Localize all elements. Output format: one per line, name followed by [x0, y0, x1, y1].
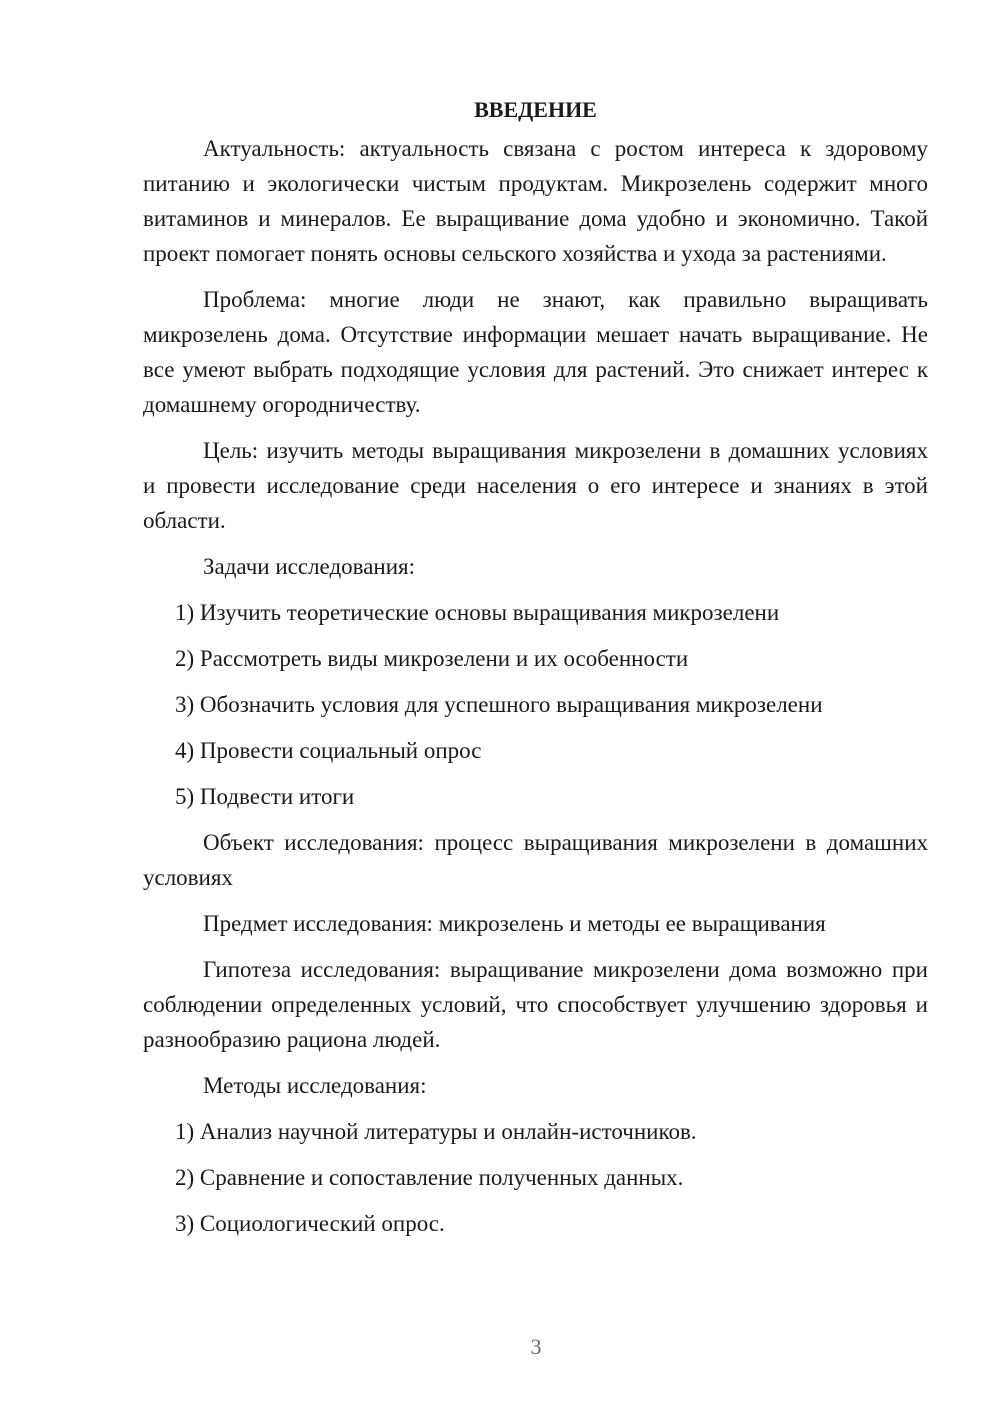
methods-list	[143, 1114, 928, 1241]
list-item: 1) Анализ научной литературы и онлайн-источников.	[175, 1119, 697, 1144]
object-paragraph: Объект исследования: процесс выращивания микрозелени в домашних условиях	[143, 830, 928, 890]
list-item: 3) Социологический опрос.	[175, 1211, 445, 1236]
problem-paragraph: Проблема: многие люди не знают, как правильно выращивать микрозелень дома. Отсутствие информации мешает начать выращивание. Не все умеют выбрать подходящие условия для растений. Это снижает интерес к домашнему огородничеству.	[143, 287, 928, 417]
goal-paragraph: Цель: изучить методы выращивания микрозелени в домашних условиях и провести исследование среди населения о его интересе и знаниях в этой области.	[143, 438, 928, 533]
list-item: 2) Сравнение и сопоставление полученных данных.	[175, 1165, 684, 1190]
list-item: 1) Изучить теоретические основы выращивания микрозелени	[175, 600, 780, 625]
page-number: 3	[530, 1334, 542, 1359]
hypothesis-paragraph: Гипотеза исследования: выращивание микрозелени дома возможно при соблюдении определенных условий, что способствует улучшению здоровья и разнообразию рациона людей.	[143, 957, 928, 1052]
relevance-paragraph: Актуальность: актуальность связана с ростом интереса к здоровому питанию и экологически чистым продуктам. Микрозелень содержит много витаминов и минералов. Ее выращивание дома удобно и экономично. Такой проект помогает понять основы сельского хозяйства и ухода за растениями.	[143, 136, 928, 266]
subject-paragraph: Предмет исследования: микрозелень и методы ее выращивания	[203, 911, 826, 936]
page-title: ВВЕДЕНИЕ	[474, 97, 597, 122]
methods-heading: Методы исследования:	[203, 1073, 427, 1098]
tasks-heading: Задачи исследования:	[203, 554, 416, 579]
list-item: 4) Провести социальный опрос	[175, 738, 482, 763]
page-content	[143, 92, 928, 1252]
tasks-list	[143, 595, 928, 814]
list-item: 5) Подвести итоги	[175, 784, 355, 809]
list-item: 3) Обозначить условия для успешного выращивания микрозелени	[175, 692, 823, 717]
list-item: 2) Рассмотреть виды микрозелени и их особенности	[175, 646, 689, 671]
